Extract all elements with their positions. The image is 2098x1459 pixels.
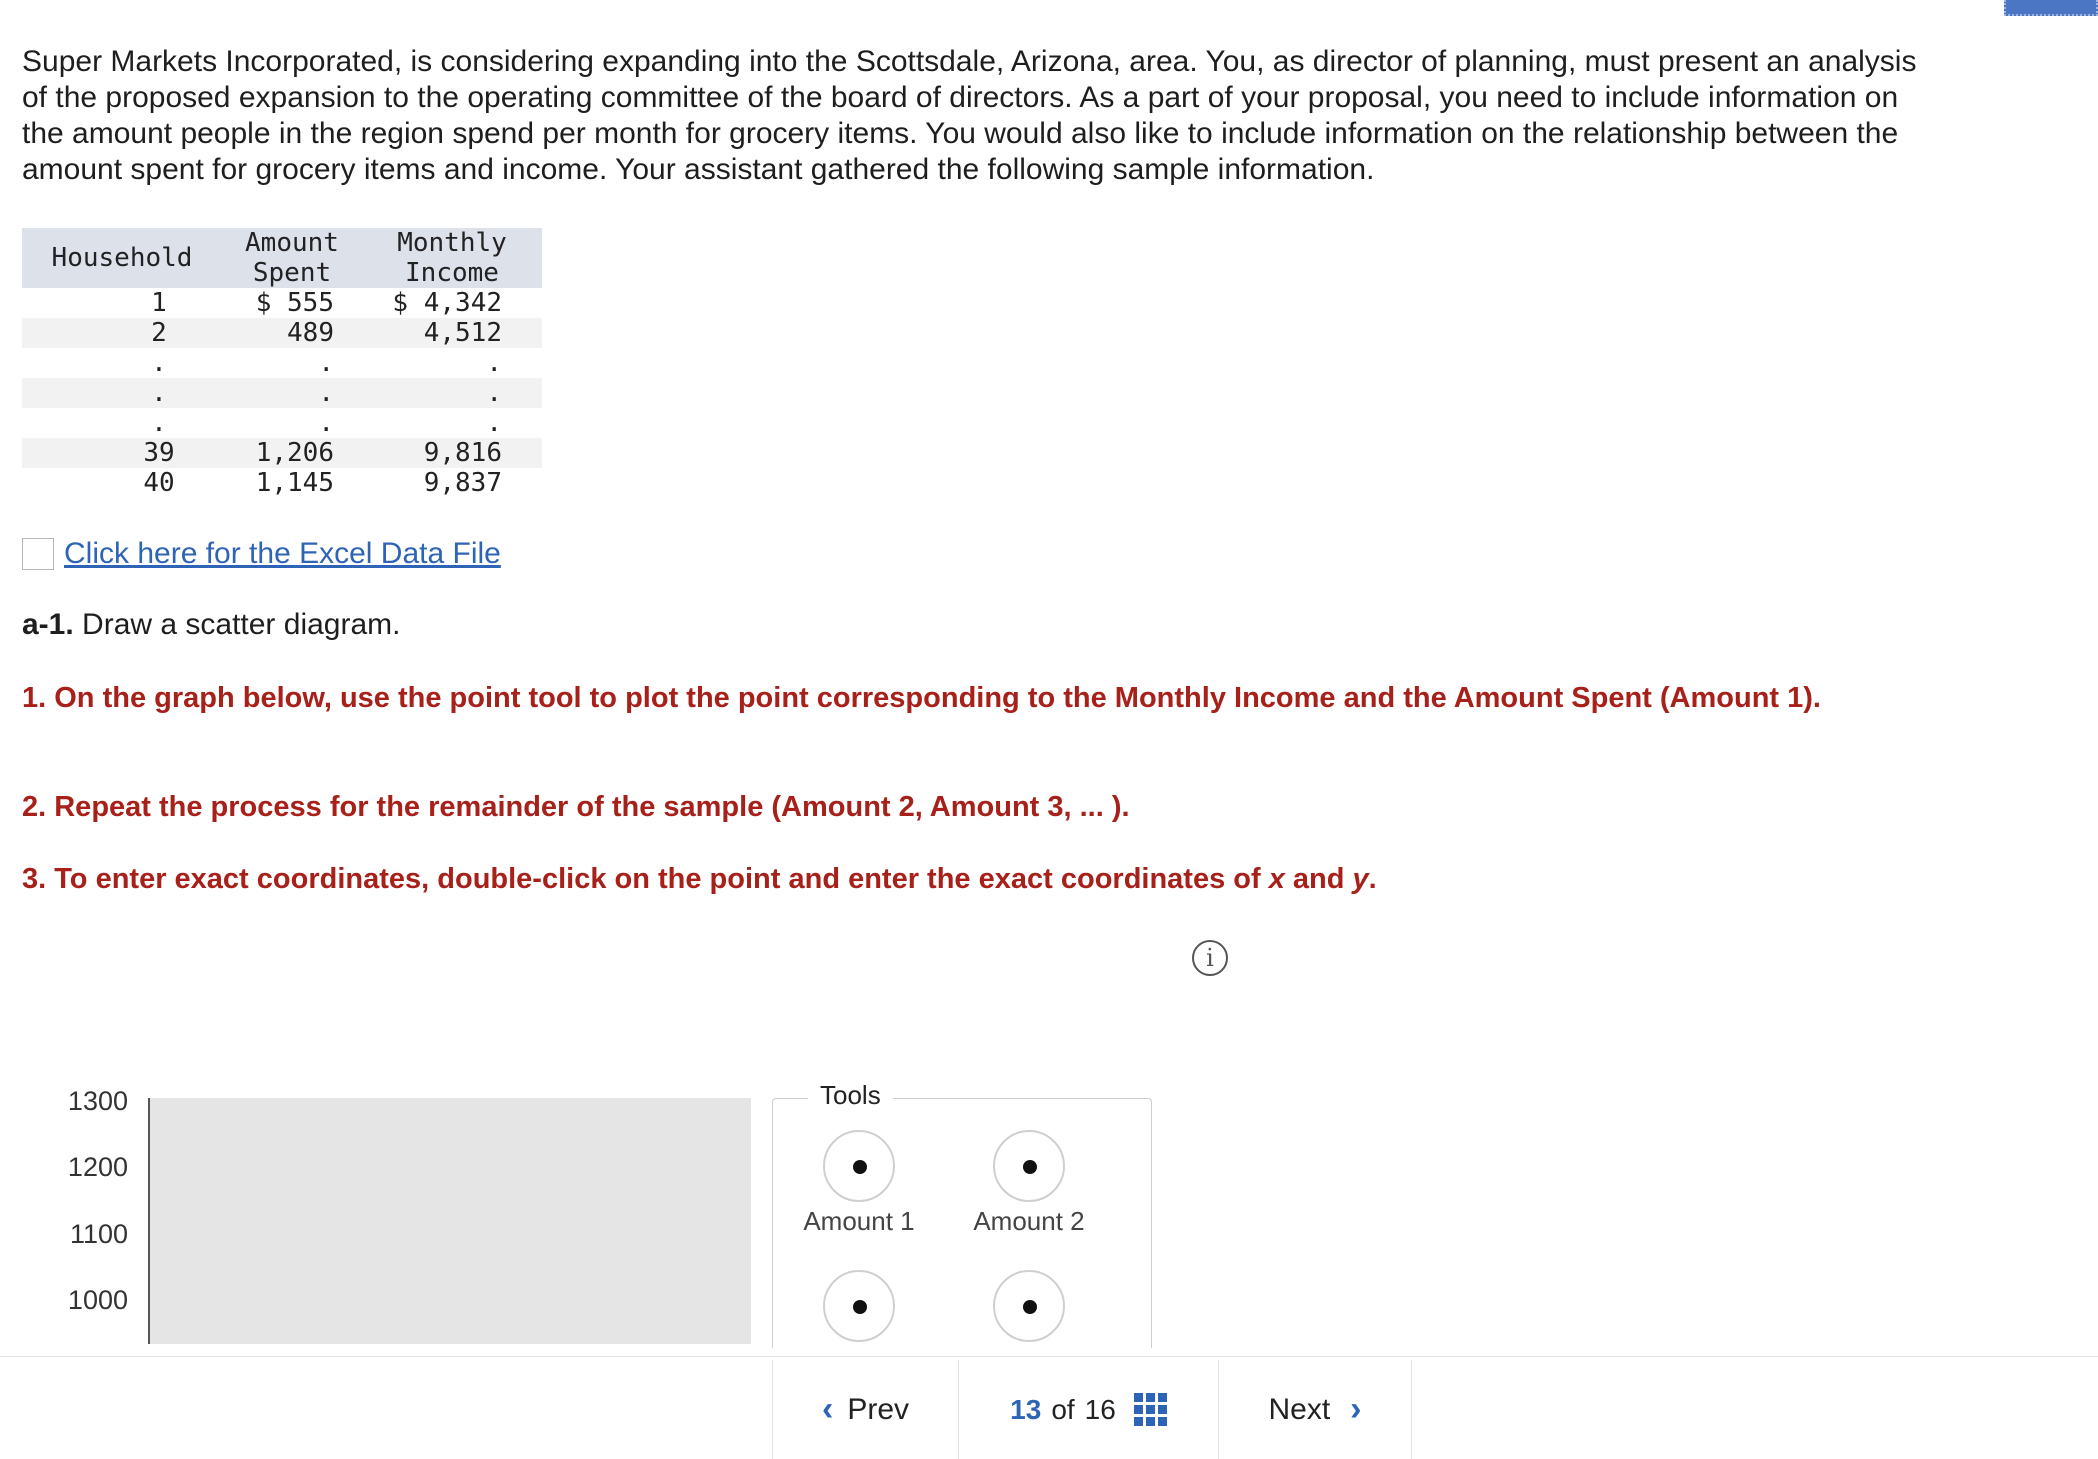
cell-household: . bbox=[151, 348, 167, 378]
cell-income: . bbox=[486, 408, 502, 438]
point-icon bbox=[853, 1300, 867, 1314]
question-text: Draw a scatter diagram. bbox=[73, 608, 401, 641]
tools-title: Tools bbox=[808, 1080, 893, 1111]
cell-income: 4,512 bbox=[362, 318, 542, 348]
cell-income: $ 4,342 bbox=[392, 288, 502, 318]
y-tick-label: 1100 bbox=[69, 1219, 128, 1249]
cell-household: 1 bbox=[151, 288, 167, 318]
table-row bbox=[22, 438, 542, 468]
y-tick-label: 1300 bbox=[67, 1086, 128, 1116]
cell-amount: $ 555 bbox=[255, 288, 334, 318]
y-tick-label: 1000 bbox=[67, 1285, 128, 1315]
page-indicator[interactable] bbox=[958, 1360, 1218, 1459]
excel-data-link[interactable] bbox=[22, 536, 501, 572]
point-icon bbox=[853, 1160, 867, 1174]
top-right-widget[interactable] bbox=[2004, 0, 2098, 16]
cell-amount: . bbox=[222, 378, 362, 408]
step3-text: 3. To enter exact coordinates, double-click on the point and enter the exact coordinates of bbox=[22, 863, 1269, 895]
header-amount-spent: Amount Spent bbox=[222, 228, 362, 288]
header-monthly-income: Monthly Income bbox=[362, 228, 542, 288]
next-label: Next bbox=[1268, 1392, 1331, 1426]
chevron-right-icon: › bbox=[1350, 1390, 1362, 1428]
cell-amount: 1,145 bbox=[255, 468, 334, 498]
table-row bbox=[22, 318, 542, 348]
amount-1-point-tool[interactable] bbox=[823, 1130, 895, 1202]
prev-label: Prev bbox=[847, 1392, 909, 1426]
y-tick-label: 1200 bbox=[67, 1152, 128, 1182]
chevron-left-icon: ‹ bbox=[821, 1390, 834, 1428]
point-icon bbox=[1023, 1300, 1037, 1314]
step3-suffix: . bbox=[1368, 863, 1377, 895]
excel-link-text[interactable]: Click here for the Excel Data File bbox=[64, 537, 501, 570]
point-icon bbox=[1023, 1160, 1037, 1174]
cell-household: 40 bbox=[143, 468, 175, 498]
table-row bbox=[22, 348, 542, 378]
cell-amount: 1,206 bbox=[222, 438, 362, 468]
current-page: 13 bbox=[1010, 1393, 1042, 1425]
cell-household: . bbox=[22, 378, 222, 408]
tool-label: Amount 2 bbox=[973, 1206, 1085, 1236]
cell-household: 39 bbox=[22, 438, 222, 468]
page-of-label: of bbox=[1051, 1393, 1075, 1425]
instruction-step-3 bbox=[22, 861, 1902, 897]
cell-amount: . bbox=[318, 348, 334, 378]
footer-divider bbox=[0, 1356, 2098, 1357]
tool-label: Amount 1 bbox=[803, 1206, 915, 1236]
next-button[interactable] bbox=[1218, 1360, 1412, 1459]
table-header-row bbox=[22, 228, 542, 288]
total-pages: 16 bbox=[1084, 1393, 1116, 1425]
table-row bbox=[22, 288, 542, 318]
step3-y: y bbox=[1352, 863, 1369, 895]
cell-income: . bbox=[362, 378, 542, 408]
table-row bbox=[22, 468, 542, 498]
table-row bbox=[22, 408, 542, 438]
step3-and: and bbox=[1284, 863, 1353, 895]
question-label bbox=[22, 608, 400, 642]
info-icon[interactable]: i bbox=[1192, 940, 1228, 976]
cell-household: . bbox=[151, 408, 167, 438]
grid-icon bbox=[1134, 1393, 1167, 1426]
instruction-step-2: 2. Repeat the process for the remainder of the sample (Amount 2, Amount 3, ... ). bbox=[22, 791, 1130, 823]
excel-file-icon bbox=[22, 538, 54, 570]
cell-income: 9,816 bbox=[362, 438, 542, 468]
cell-amount: . bbox=[318, 408, 334, 438]
prev-button[interactable] bbox=[772, 1360, 958, 1459]
header-household: Household bbox=[22, 228, 222, 288]
cell-amount: 489 bbox=[222, 318, 362, 348]
instruction-step-1: 1. On the graph below, use the point tool to plot the point corresponding to the Monthly Income and the Amount Spent (Amount 1). bbox=[22, 682, 1821, 714]
amount-3-point-tool[interactable] bbox=[823, 1270, 895, 1342]
question-navigation bbox=[772, 1360, 1412, 1459]
table-row bbox=[22, 378, 542, 408]
cell-income: 9,837 bbox=[423, 468, 502, 498]
cell-household: 2 bbox=[22, 318, 222, 348]
amount-2-point-tool[interactable] bbox=[993, 1130, 1065, 1202]
sample-data-table bbox=[22, 228, 542, 498]
problem-intro: Super Markets Incorporated, is considering expanding into the Scottsdale, Arizona, area. You, as director of planning, must present an analysis of the proposed expansion to the operating committee of the board of directors. As a part of your proposal, you need to include information on the amount people in the region spend per month for grocery items. You would also like to include information on the relationship between the amount spent for grocery items and income. Your assistant gathered the following sample information. bbox=[22, 45, 1917, 186]
scatter-plot-area[interactable] bbox=[150, 1098, 751, 1344]
amount-4-point-tool[interactable] bbox=[993, 1270, 1065, 1342]
cell-income: . bbox=[486, 348, 502, 378]
question-number: a-1. bbox=[22, 608, 74, 641]
step3-x: x bbox=[1268, 863, 1285, 895]
